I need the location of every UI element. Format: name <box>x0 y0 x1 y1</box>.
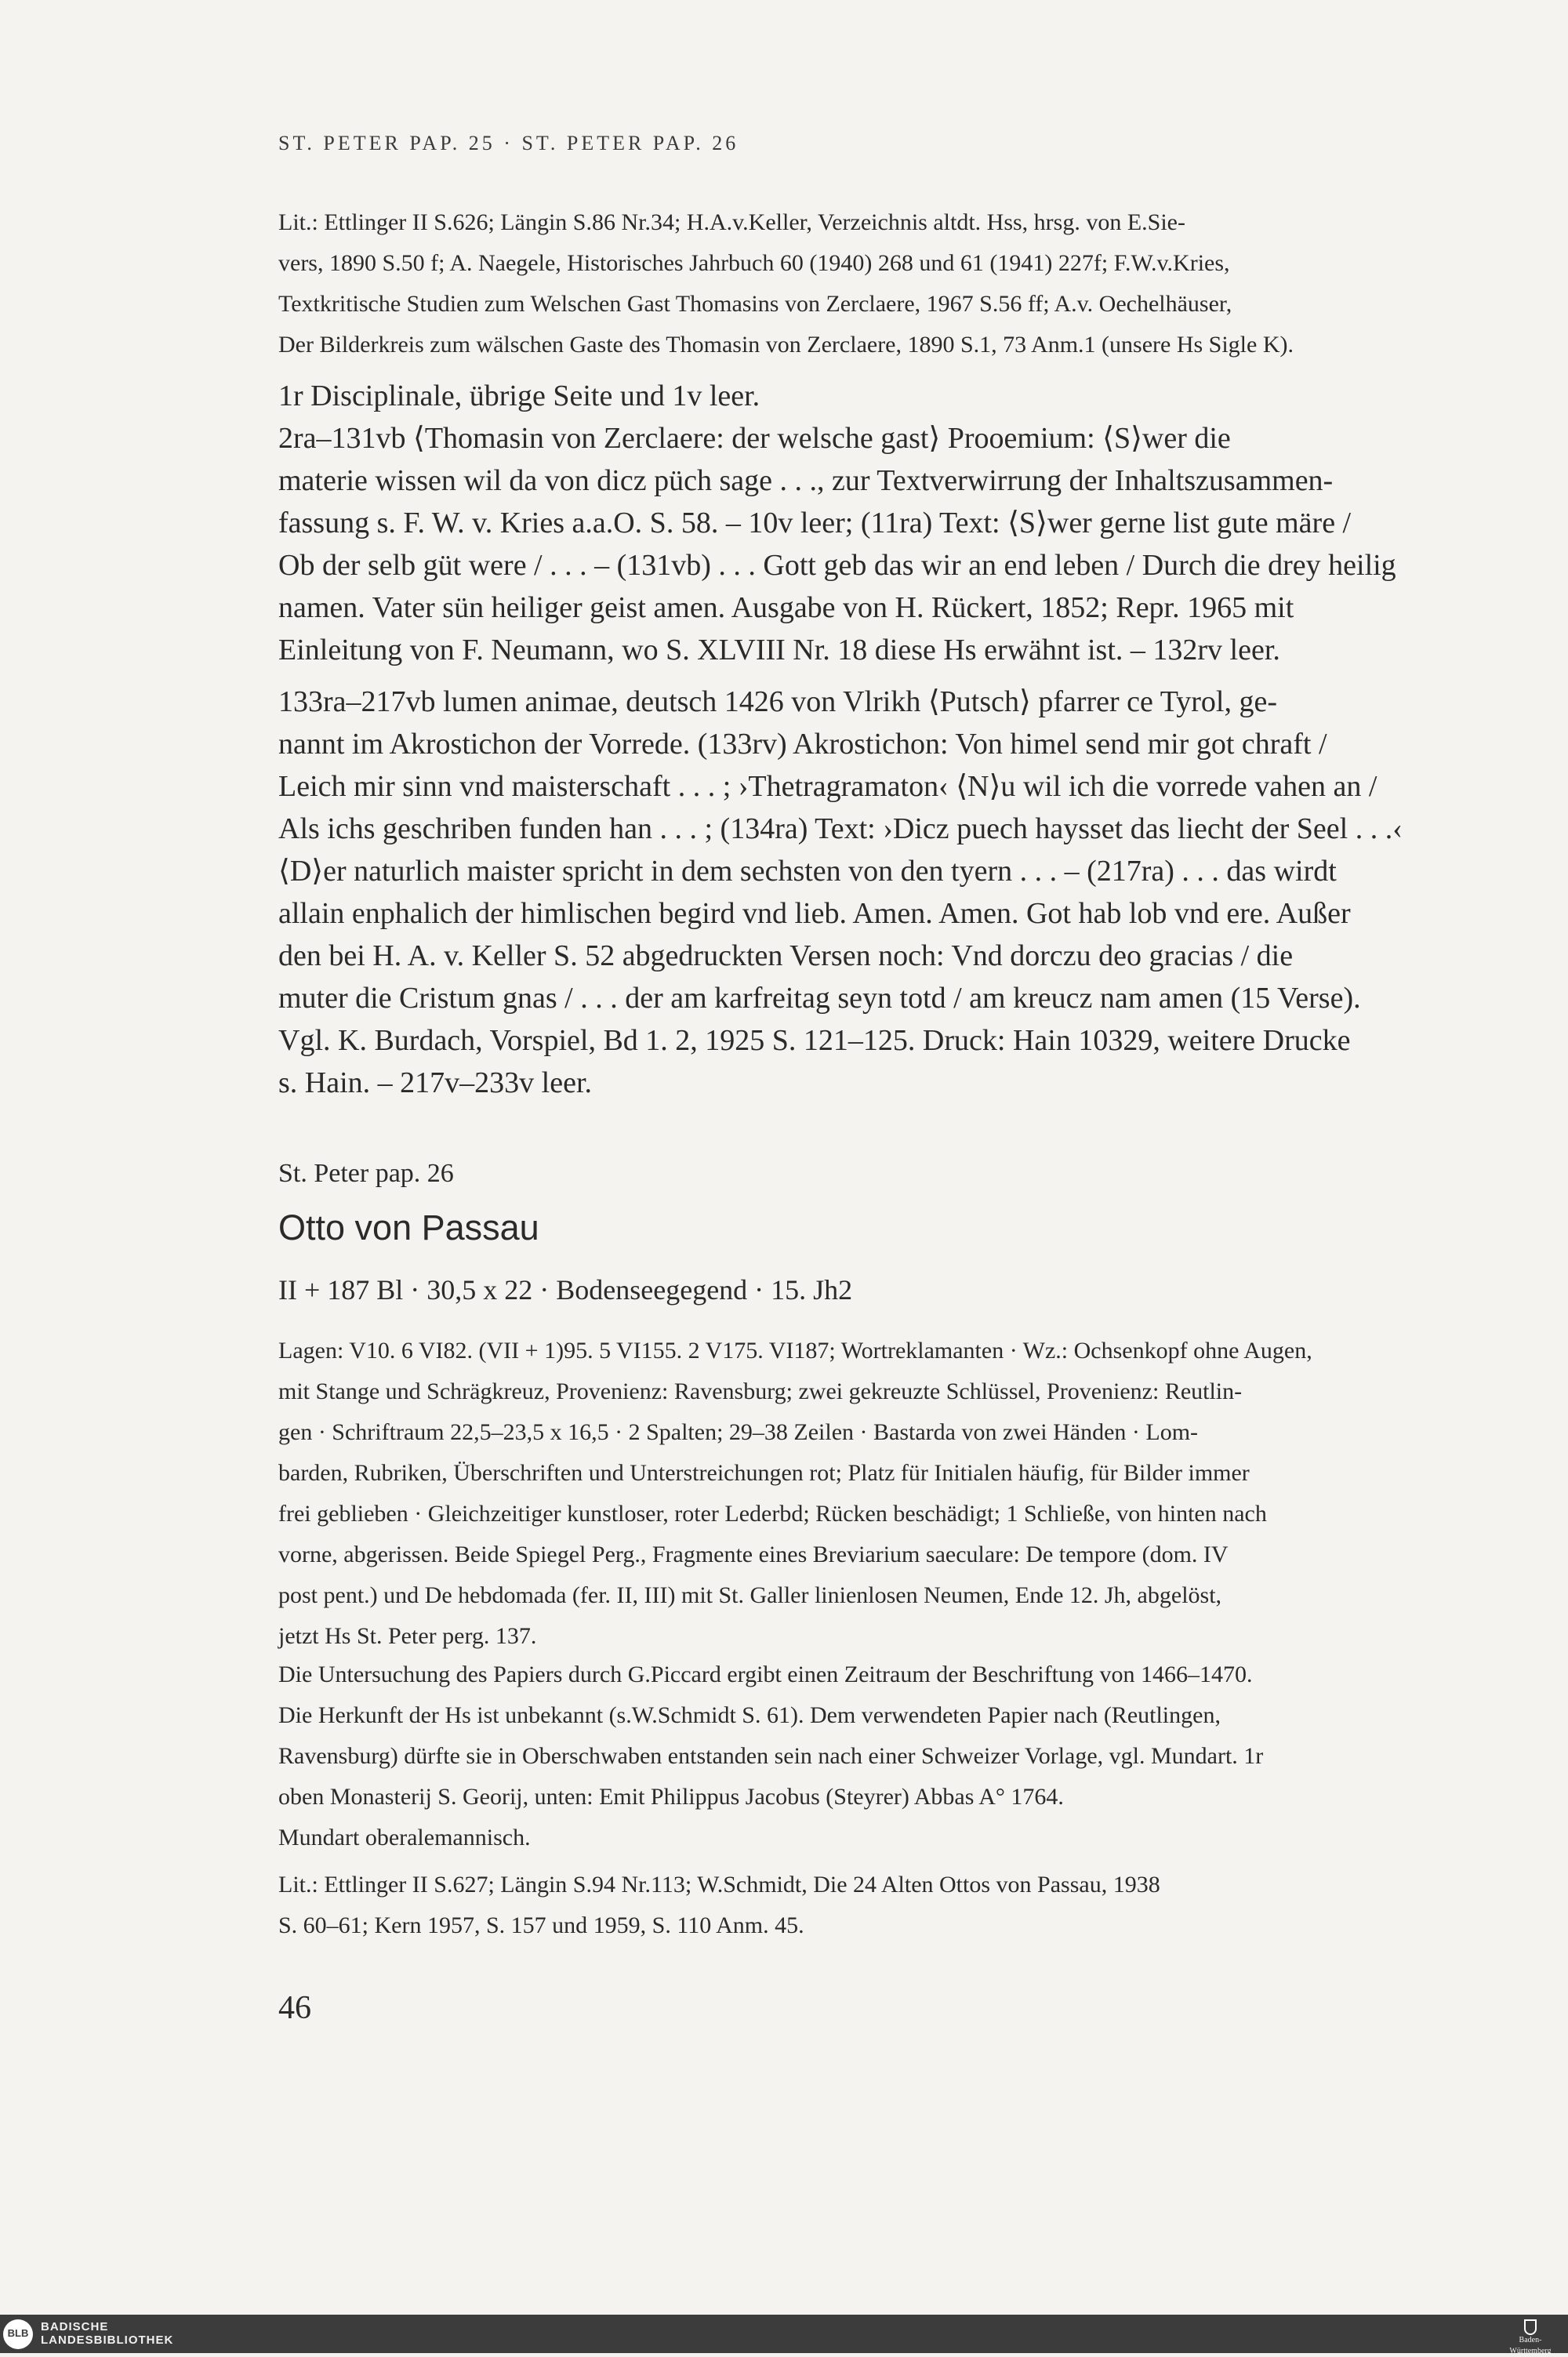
text-line: oben Monasterij S. Georij, unten: Emit Philippus Jacobus (Steyrer) Abbas A° 1764. <box>278 1784 1064 1810</box>
text-line: post pent.) und De hebdomada (fer. II, III) mit St. Galler linienlosen Neumen, Ende 12. Jh, abgelöst, <box>278 1582 1222 1608</box>
content-block-1 <box>278 375 1466 1104</box>
text-line: muter die Cristum gnas / . . . der am karfreitag seyn totd / am kreucz nam amen (15 Verse). <box>278 982 1361 1015</box>
library-name-line2: LANDESBIBLIOTHEK <box>41 2333 174 2347</box>
text-line: Ob der selb güt were / . . . – (131vb) . . . Gott geb das wir an end leben / Durch die drey heilig <box>278 549 1396 582</box>
text-line: Vgl. K. Burdach, Vorspiel, Bd 1. 2, 1925 S. 121–125. Druck: Hain 10329, weitere Drucke <box>278 1024 1351 1057</box>
text-line: den bei H. A. v. Keller S. 52 abgedruckten Versen noch: Vnd dorczu deo gracias / die <box>278 939 1294 972</box>
text-line: s. Hain. – 217v–233v leer. <box>278 1066 593 1099</box>
crest-icon <box>1524 2319 1537 2335</box>
text-line: mit Stange und Schrägkreuz, Provenienz: Ravensburg; zwei gekreuzte Schlüssel, Provenienz: Reutlin- <box>278 1378 1243 1404</box>
text-line: Lagen: V10. 6 VI82. (VII + 1)95. 5 VI155. 2 V175. VI187; Wortreklamanten · Wz.: Ochsenkopf ohne Augen, <box>278 1338 1312 1364</box>
text-line: Textkritische Studien zum Welschen Gast Thomasins von Zerclaere, 1967 S.56 ff; A.v. Oechelhäuser, <box>278 291 1232 317</box>
text-line: Mundart oberalemannisch. <box>278 1825 531 1850</box>
text-line: Die Herkunft der Hs ist unbekannt (s.W.Schmidt S. 61). Dem verwendeten Papier nach (Reutlingen, <box>278 1702 1221 1728</box>
text-line: Lit.: Ettlinger II S.626; Längin S.86 Nr.34; H.A.v.Keller, Verzeichnis altdt. Hss, hrsg. von E.Sie- <box>278 209 1185 235</box>
text-line: S. 60–61; Kern 1957, S. 157 und 1959, S. 110 Anm. 45. <box>278 1912 804 1938</box>
text-line: materie wissen wil da von dicz püch sage . . ., zur Textverwirrung der Inhaltszusammen- <box>278 464 1334 497</box>
text-line: Die Untersuchung des Papiers durch G.Piccard ergibt einen Zeitraum der Beschriftung von 1466–1470. <box>278 1662 1253 1687</box>
text-line: nannt im Akrostichon der Vorrede. (133rv) Akrostichon: Von himel send mir got chraft / <box>278 728 1327 761</box>
text-line: allain enphalich der himlischen begird vnd lieb. Amen. Amen. Got hab lob vnd ere. Außer <box>278 897 1351 930</box>
text-line: jetzt Hs St. Peter perg. 137. <box>278 1623 537 1649</box>
manuscript-title: Otto von Passau <box>278 1208 539 1248</box>
blb-logo-text: BLB <box>7 2327 29 2339</box>
running-header: ST. PETER PAP. 25 · ST. PETER PAP. 26 <box>278 132 739 154</box>
literature-block-2 <box>278 1865 1466 1946</box>
text-line: vers, 1890 S.50 f; A. Naegele, Historisches Jahrbuch 60 (1940) 268 und 61 (1941) 227f; F.W.v.Kries, <box>278 250 1230 276</box>
state-name: Baden-Württemberg <box>1509 2336 1552 2355</box>
text-line: 133ra–217vb lumen animae, deutsch 1426 von Vlrikh ⟨Putsch⟩ pfarrer ce Tyrol, ge- <box>278 685 1278 718</box>
library-name-line1: BADISCHE <box>41 2320 109 2333</box>
text-line: Lit.: Ettlinger II S.627; Längin S.94 Nr.113; W.Schmidt, Die 24 Alten Ottos von Passau, 1938 <box>278 1872 1160 1898</box>
text-line: fassung s. F. W. v. Kries a.a.O. S. 58. – 10v leer; (11ra) Text: ⟨S⟩wer gerne list gute märe / <box>278 507 1352 539</box>
text-line: ⟨D⟩er naturlich maister spricht in dem sechsten von den tyern . . . – (217ra) . . . das wirdt <box>278 855 1337 888</box>
baden-wuerttemberg-logo[interactable] <box>1499 2319 1562 2357</box>
library-name[interactable] <box>41 2320 173 2347</box>
text-line: 1r Disciplinale, übrige Seite und 1v leer. <box>278 380 760 412</box>
text-line: frei geblieben · Gleichzeitiger kunstloser, roter Lederbd; Rücken beschädigt; 1 Schließe, von hinten nach <box>278 1501 1267 1527</box>
text-line: Ravensburg) dürfte sie in Oberschwaben entstanden sein nach einer Schweizer Vorlage, vgl. Mundart. 1r <box>278 1743 1264 1769</box>
text-line: Leich mir sinn vnd maisterschaft . . . ; ›Thetragramaton‹ ⟨N⟩u wil ich die vorrede vahen an / <box>278 770 1377 803</box>
library-footer-bar <box>0 2315 1568 2353</box>
text-line: vorne, abgerissen. Beide Spiegel Perg., Fragmente eines Breviarium saeculare: De tempore (dom. IV <box>278 1542 1229 1567</box>
notes-block <box>278 1654 1466 1858</box>
text-line: gen · Schriftraum 22,5–23,5 x 16,5 · 2 Spalten; 29–38 Zeilen · Bastarda von zwei Händen · Lom- <box>278 1419 1199 1445</box>
text-line: namen. Vater sün heiliger geist amen. Ausgabe von H. Rückert, 1852; Repr. 1965 mit <box>278 591 1294 624</box>
text-line: Der Bilderkreis zum wälschen Gaste des Thomasin von Zerclaere, 1890 S.1, 73 Anm.1 (unsere Hs Sigle K). <box>278 332 1294 358</box>
shelfmark: St. Peter pap. 26 <box>278 1159 454 1188</box>
text-line: Als ichs geschriben funden han . . . ; (134ra) Text: ›Dicz puech haysset das liecht der Seel . . .‹ <box>278 812 1403 845</box>
literature-block-1 <box>278 202 1466 365</box>
manuscript-summary: II + 187 Bl · 30,5 x 22 · Bodenseegegend · 15. Jh2 <box>278 1274 853 1306</box>
text-line: Einleitung von F. Neumann, wo S. XLVIII Nr. 18 diese Hs erwähnt ist. – 132rv leer. <box>278 634 1280 666</box>
text-line: barden, Rubriken, Überschriften und Unterstreichungen rot; Platz für Initialen häufig, für Bilder immer <box>278 1460 1250 1486</box>
page-number: 46 <box>278 1990 311 2026</box>
text-line: 2ra–131vb ⟨Thomasin von Zerclaere: der welsche gast⟩ Prooemium: ⟨S⟩wer die <box>278 422 1231 455</box>
blb-logo-icon[interactable] <box>3 2319 33 2349</box>
description-block <box>278 1331 1466 1657</box>
